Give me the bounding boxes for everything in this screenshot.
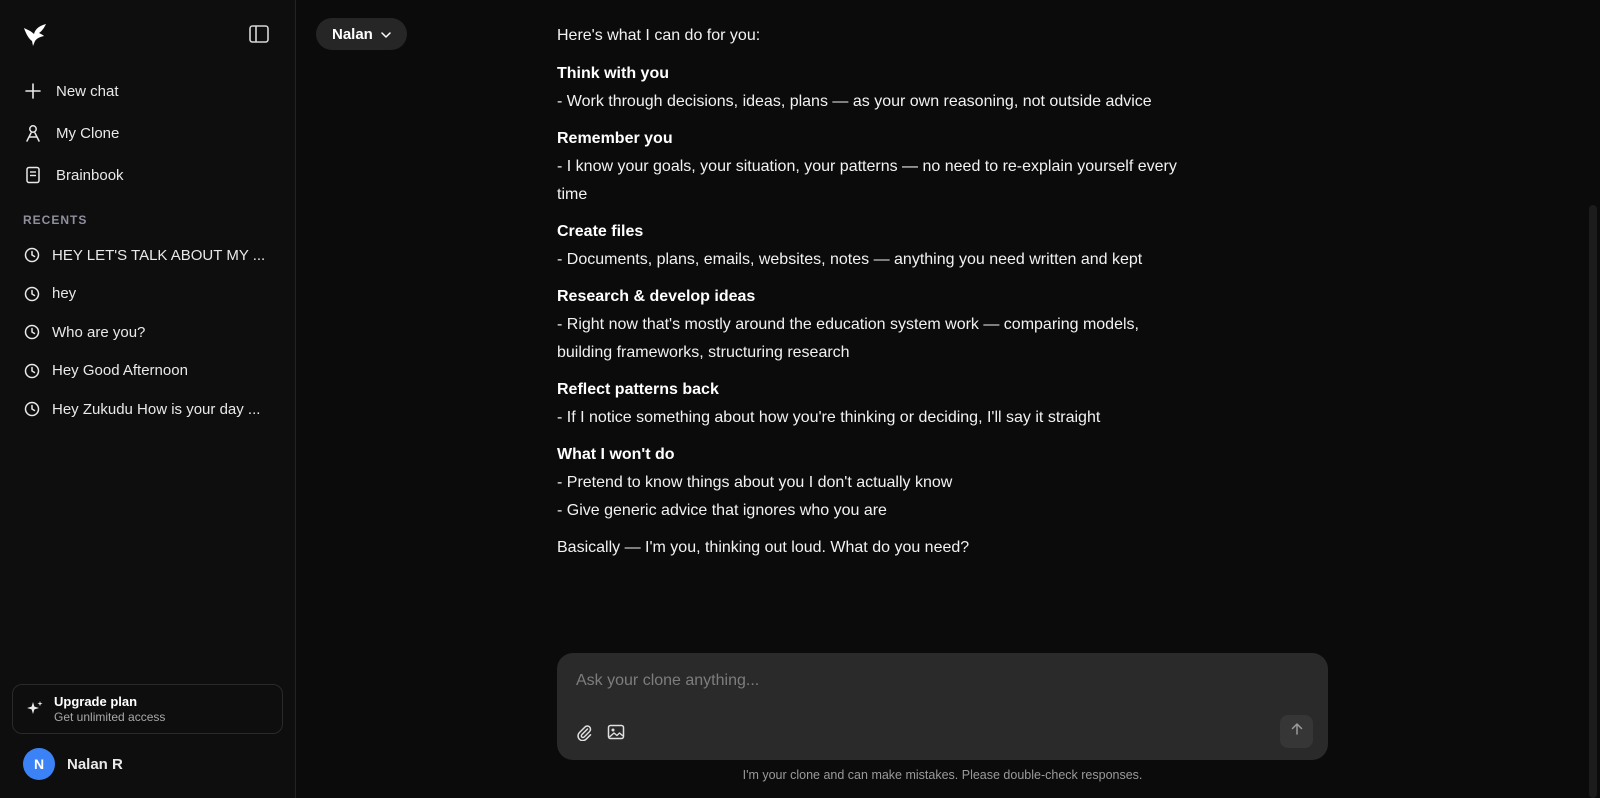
message-input[interactable] (574, 667, 1274, 695)
clock-icon (23, 285, 41, 303)
recent-chat-label: Who are you? (52, 323, 146, 341)
nav-label-new-chat: New chat (56, 82, 119, 100)
brainbook-button[interactable] (12, 154, 284, 196)
chevron-down-icon (381, 25, 391, 43)
user-profile-button[interactable] (23, 748, 123, 780)
clock-icon (23, 362, 41, 380)
section-heading: Reflect patterns back (557, 381, 719, 398)
chat-composer (557, 653, 1328, 760)
message-section (557, 218, 1177, 274)
recent-chat-item[interactable] (12, 352, 284, 391)
arrow-up-icon (1290, 722, 1304, 741)
section-line: - I know your goals, your situation, your patterns — no need to re-explain yourself every time (557, 158, 1177, 203)
upgrade-plan-button[interactable] (12, 684, 283, 734)
message-section (557, 283, 1177, 367)
message-intro: Here's what I can do for you: (557, 27, 761, 44)
section-heading: Create files (557, 223, 644, 240)
recent-chat-label: hey (52, 285, 77, 303)
plus-icon (23, 81, 43, 101)
upgrade-plan-title: Upgrade plan (54, 693, 138, 709)
recents-heading: RECENTS (23, 213, 88, 227)
section-line: - Give generic advice that ignores who you are (557, 502, 887, 519)
section-line: - Pretend to know things about you I don't actually know (557, 474, 953, 491)
section-line: - Work through decisions, ideas, plans — as your own reasoning, not outside advice (557, 93, 1152, 110)
scrollbar[interactable] (1589, 205, 1597, 798)
clone-selector-dropdown[interactable] (316, 18, 407, 50)
section-heading: Remember you (557, 130, 673, 147)
book-icon (23, 165, 43, 185)
my-clone-button[interactable] (12, 112, 284, 154)
upgrade-plan-subtitle: Get unlimited access (54, 709, 166, 724)
recent-chat-item[interactable] (12, 390, 284, 429)
clock-icon (23, 323, 41, 341)
image-icon[interactable] (604, 720, 628, 744)
recents-list (12, 236, 284, 429)
message-closing: Basically — I'm you, thinking out loud. What do you need? (557, 539, 970, 556)
message-section (557, 60, 1177, 116)
clone-selector-label: Nalan (332, 25, 373, 43)
nav-label-my-clone: My Clone (56, 124, 120, 142)
section-heading: Research & develop ideas (557, 288, 756, 305)
section-heading: Think with you (557, 65, 669, 82)
section-line: - Right now that's mostly around the education system work — comparing models, building frameworks, structuring research (557, 316, 1139, 361)
recent-chat-label: Hey Zukudu How is your day ... (52, 400, 261, 418)
clone-icon (23, 123, 43, 143)
sidebar-toggle-icon[interactable] (248, 23, 270, 45)
recent-chat-label: HEY LET'S TALK ABOUT MY ... (52, 246, 266, 264)
user-name: Nalan R (67, 755, 123, 773)
new-chat-button[interactable] (12, 70, 284, 112)
recent-chat-item[interactable] (12, 313, 284, 352)
message-section (557, 125, 1177, 209)
bird-logo-icon[interactable] (22, 22, 48, 48)
assistant-message (557, 22, 1177, 562)
recent-chat-label: Hey Good Afternoon (52, 362, 188, 380)
section-line: - If I notice something about how you're thinking or deciding, I'll say it straight (557, 409, 1101, 426)
clock-icon (23, 246, 41, 264)
sidebar (0, 0, 296, 798)
message-section (557, 376, 1177, 432)
sparkle-icon (26, 700, 44, 718)
disclaimer-text: I'm your clone and can make mistakes. Please double-check responses. (742, 768, 1143, 782)
message-section (557, 441, 1177, 525)
avatar: N (23, 748, 55, 780)
section-heading: What I won't do (557, 446, 675, 463)
clock-icon (23, 400, 41, 418)
send-button[interactable] (1280, 715, 1313, 748)
recent-chat-item[interactable] (12, 275, 284, 314)
paperclip-icon[interactable] (572, 720, 596, 744)
nav-label-brainbook: Brainbook (56, 166, 124, 184)
recent-chat-item[interactable] (12, 236, 284, 275)
section-line: - Documents, plans, emails, websites, notes — anything you need written and kept (557, 251, 1143, 268)
sidebar-nav (12, 70, 284, 196)
